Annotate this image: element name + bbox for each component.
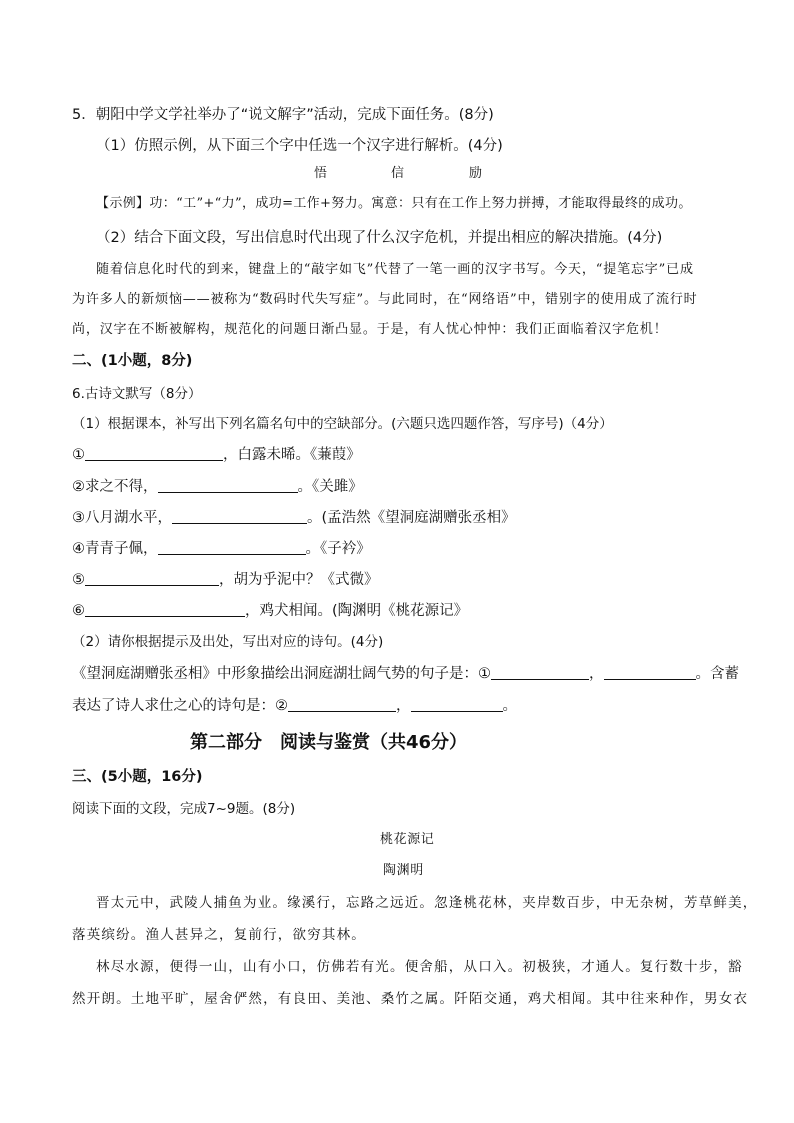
poem-answer-blank-1b[interactable] xyxy=(604,664,696,680)
answer-blank-1[interactable] xyxy=(85,445,223,461)
essay-line-2: 落英缤纷。渔人甚异之，复前行，欲穷其林。 xyxy=(72,927,366,943)
poem-prompt-1-end: 。含蓄 xyxy=(695,666,739,682)
reading-intro: 阅读下面的文段，完成7~9题。(8分) xyxy=(72,801,296,817)
fill-line-1 xyxy=(72,445,361,465)
q5-sub1: （1）仿照示例，从下面三个字中任选一个汉字进行解析。(4分) xyxy=(96,138,503,154)
fill-line-1-suffix: ，白露未晞。《蒹葭》 xyxy=(223,447,361,463)
answer-blank-3[interactable] xyxy=(172,508,307,524)
essay-line-3: 林尽水源，便得一山，山有小口，仿佛若有光。便舍船，从口入。初极狭，才通人。复行数十步，豁 xyxy=(96,959,743,975)
fill-line-5-prefix: ⑤ xyxy=(72,572,85,588)
section-2-heading: 二、(1小题，8分) xyxy=(72,353,193,369)
answer-blank-6[interactable] xyxy=(85,601,245,617)
poem-prompt-1-text: 《望洞庭湖赠张丞相》中形象描绘出洞庭湖壮阔气势的句子是：① xyxy=(72,666,491,682)
fill-line-6 xyxy=(72,601,468,621)
fill-line-4-suffix: 。《子衿》 xyxy=(305,541,371,557)
essay-title: 桃花源记 xyxy=(380,832,435,847)
q5-char-3: 励 xyxy=(469,166,483,181)
fill-line-2 xyxy=(72,477,363,497)
q5-sub2: （2）结合下面文段，写出信息时代出现了什么汉字危机，并提出相应的解决措施。(4分) xyxy=(96,230,663,246)
poem-prompt-1-comma: ， xyxy=(589,666,604,682)
fill-line-4 xyxy=(72,539,371,559)
section-3-heading: 三、(5小题，16分) xyxy=(72,769,203,785)
part-2-heading: 第二部分 阅读与鉴赏（共46分） xyxy=(190,732,468,753)
fill-line-3-prefix: ③八月湖水平， xyxy=(72,510,172,526)
answer-blank-5[interactable] xyxy=(85,570,219,586)
essay-line-4: 然开朗。土地平旷，屋舍俨然，有良田、美池、桑竹之属。阡陌交通，鸡犬相闻。其中往来种作，男女衣 xyxy=(72,991,749,1007)
poem-answer-blank-2b[interactable] xyxy=(411,696,503,712)
fill-line-3 xyxy=(72,508,516,528)
fill-line-5 xyxy=(72,570,379,590)
poem-answer-blank-1a[interactable] xyxy=(491,664,589,680)
q6-title: 6.古诗文默写（8分） xyxy=(72,386,202,402)
poem-answer-blank-2a[interactable] xyxy=(288,696,396,712)
fill-line-6-prefix: ⑥ xyxy=(72,603,85,619)
essay-author: 陶渊明 xyxy=(383,863,424,878)
fill-line-5-suffix: ，胡为乎泥中？《式微》 xyxy=(219,572,379,588)
answer-blank-2[interactable] xyxy=(158,477,298,493)
fill-line-4-prefix: ④青青子佩， xyxy=(72,541,158,557)
q5-char-1: 悟 xyxy=(314,166,328,181)
poem-prompt-2-comma: ， xyxy=(396,698,411,714)
q6-sub1: （1）根据课本，补写出下列名篇名句中的空缺部分。(六题只选四题作答，写序号)（4分） xyxy=(72,416,613,432)
q5-example: 【示例】功：“工”+“力”，成功=工作+努力。寓意：只有在工作上努力拼搏，才能取得最终的成功。 xyxy=(96,196,692,211)
fill-line-6-suffix: ，鸡犬相闻。(陶渊明《桃花源记》 xyxy=(245,603,469,619)
poem-prompt-2-text: 表达了诗人求仕之心的诗句是：② xyxy=(72,698,288,714)
poem-prompt-2-end: 。 xyxy=(502,698,517,714)
fill-line-2-prefix: ②求之不得， xyxy=(72,479,158,495)
q5-title: 5．朝阳中学文学社举办了“说文解字”活动，完成下面任务。(8分) xyxy=(72,107,494,123)
essay-line-1: 晋太元中，武陵人捕鱼为业。缘溪行，忘路之远近。忽逢桃花林，夹岸数百步，中无杂树，芳草鲜美， xyxy=(96,895,758,911)
q6-sub2: （2）请你根据提示及出处，写出对应的诗句。(4分) xyxy=(72,634,384,650)
q5-char-2: 信 xyxy=(391,166,405,181)
fill-line-3-suffix: 。(孟浩然《望洞庭湖赠张丞相》 xyxy=(307,510,516,526)
q5-passage-line-2: 为许多人的新烦恼——被称为“数码时代失写症”。与此同时，在“网络语”中，错别字的使用成了流行时 xyxy=(72,292,698,307)
poem-prompt-line-1 xyxy=(72,664,739,684)
fill-line-2-suffix: 。《关雎》 xyxy=(297,479,363,495)
answer-blank-4[interactable] xyxy=(158,539,306,555)
poem-prompt-line-2 xyxy=(72,696,517,716)
q5-passage-line-1: 随着信息化时代的到来，键盘上的“敲字如飞”代替了一笔一画的汉字书写。今天，“提笔忘字”已成 xyxy=(96,262,694,277)
fill-line-1-prefix: ① xyxy=(72,447,85,463)
q5-passage-line-3: 尚，汉字在不断被解构，规范化的问题日渐凸显。于是，有人忧心忡忡：我们正面临着汉字危机！ xyxy=(72,322,668,337)
